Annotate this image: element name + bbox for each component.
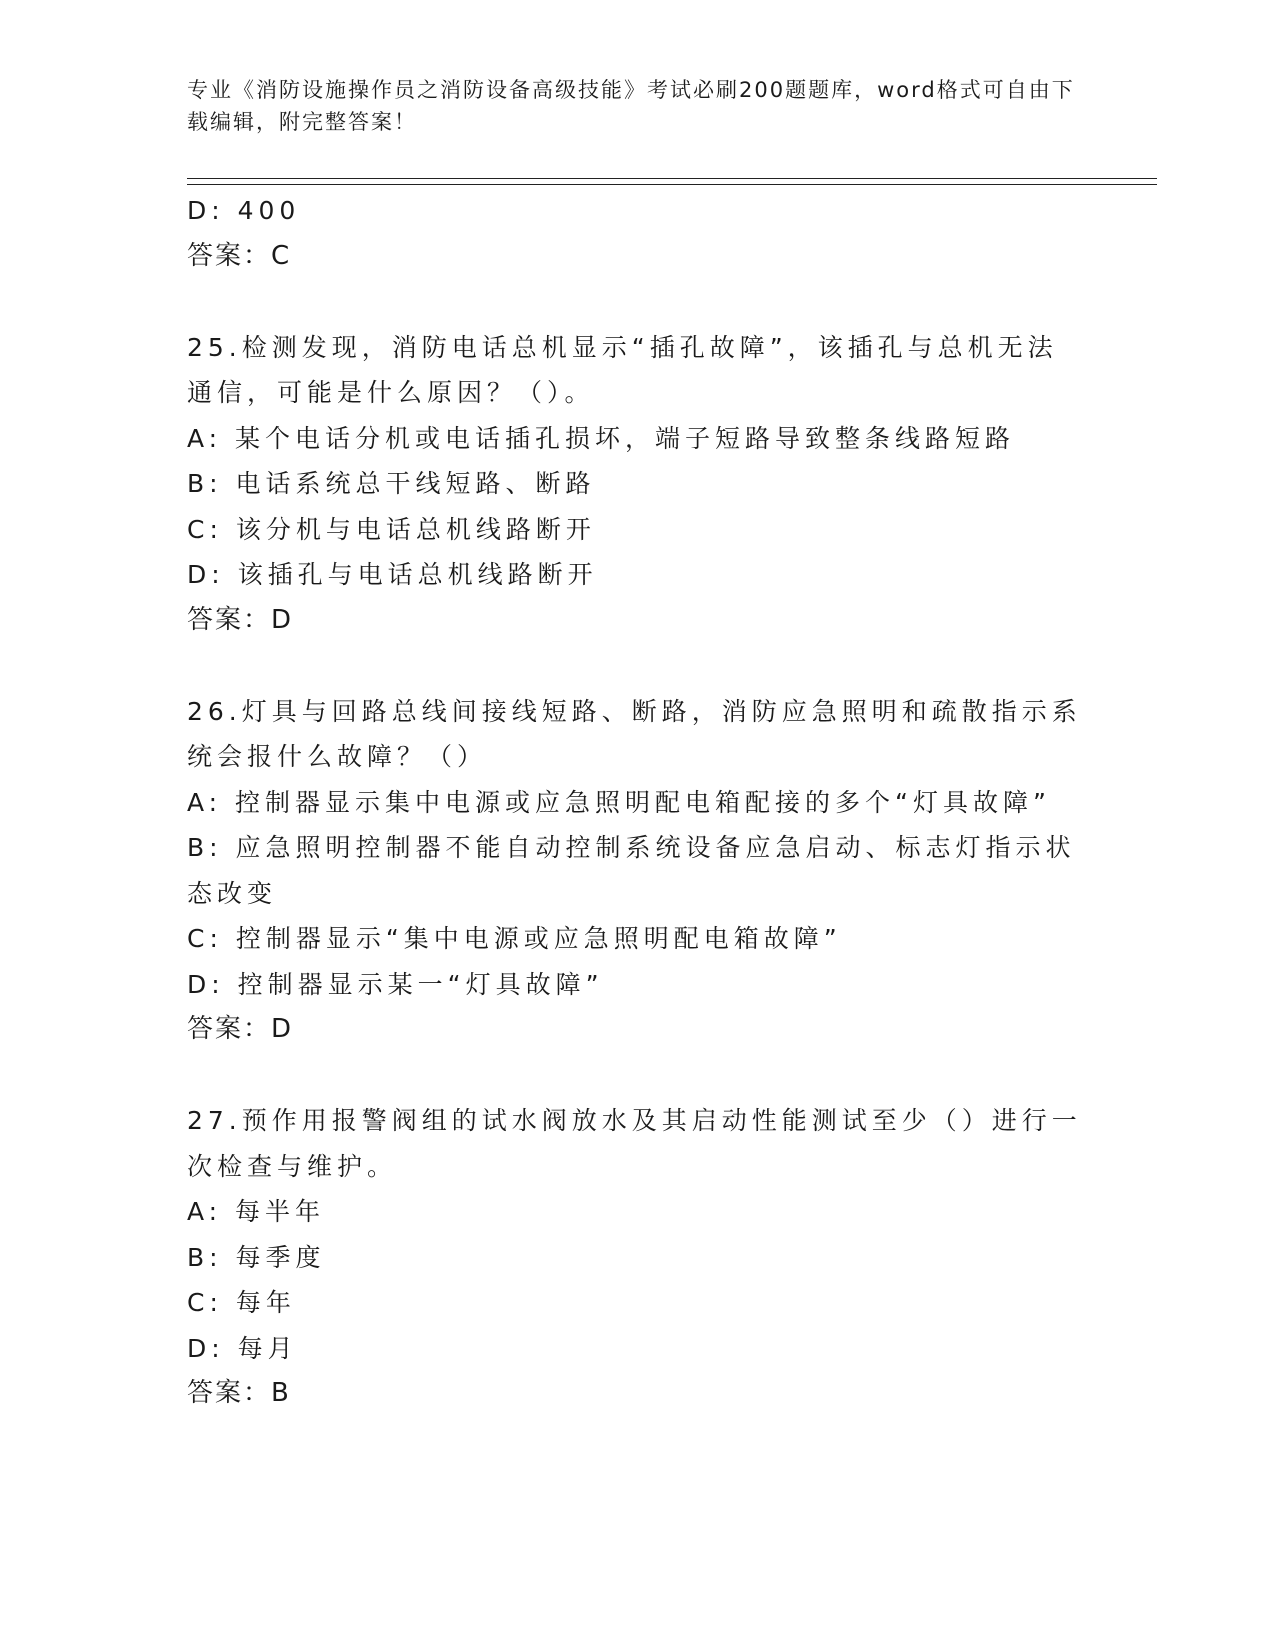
option-c: C: 该分机与电话总机线路断开 bbox=[187, 514, 596, 544]
answer: 答案：B bbox=[187, 1378, 291, 1408]
option-b: B: 电话系统总干线短路、断路 bbox=[187, 469, 596, 498]
question-27 bbox=[187, 1098, 1087, 1417]
option-a: A: 控制器显示集中电源或应急照明配电箱配接的多个“灯具故障” bbox=[187, 787, 1051, 817]
option-a: A: 某个电话分机或电话插孔损坏，端子短路导致整条线路短路 bbox=[187, 423, 1016, 453]
previous-option-d: D: 400 bbox=[187, 196, 301, 225]
question-26 bbox=[187, 689, 1087, 1053]
option-d: D: 控制器显示某一“灯具故障” bbox=[187, 969, 604, 999]
option-d: D: 该插孔与电话总机线路断开 bbox=[187, 560, 598, 589]
option-c: C: 每年 bbox=[187, 1288, 296, 1317]
page-header: 专业《消防设施操作员之消防设备高级技能》考试必刷200题题库，word格式可自由下载编辑，附完整答案！ bbox=[187, 78, 1075, 134]
question-stem: 27.预作用报警阀组的试水阀放水及其启动性能测试至少（）进行一次检查与维护。 bbox=[187, 1106, 1082, 1181]
question-list bbox=[187, 188, 1087, 1417]
option-a: A: 每半年 bbox=[187, 1197, 326, 1226]
question-stem: 25.检测发现，消防电话总机显示“插孔故障”，该插孔与总机无法通信，可能是什么原因？（）。 bbox=[187, 332, 1058, 407]
previous-answer: 答案：C bbox=[187, 240, 292, 271]
answer: 答案：D bbox=[187, 604, 294, 635]
option-b: B: 应急照明控制器不能自动控制系统设备应急启动、标志灯指示状态改变 bbox=[187, 833, 1076, 908]
header-divider bbox=[187, 178, 1157, 185]
question-25 bbox=[187, 325, 1087, 644]
answer: 答案：D bbox=[187, 1014, 294, 1044]
option-b: B: 每季度 bbox=[187, 1242, 326, 1272]
question-stem: 26.灯具与回路总线间接线短路、断路，消防应急照明和疏散指示系统会报什么故障？（） bbox=[187, 696, 1082, 771]
option-d: D: 每月 bbox=[187, 1333, 298, 1363]
option-c: C: 控制器显示“集中电源或应急照明配电箱故障” bbox=[187, 924, 842, 953]
